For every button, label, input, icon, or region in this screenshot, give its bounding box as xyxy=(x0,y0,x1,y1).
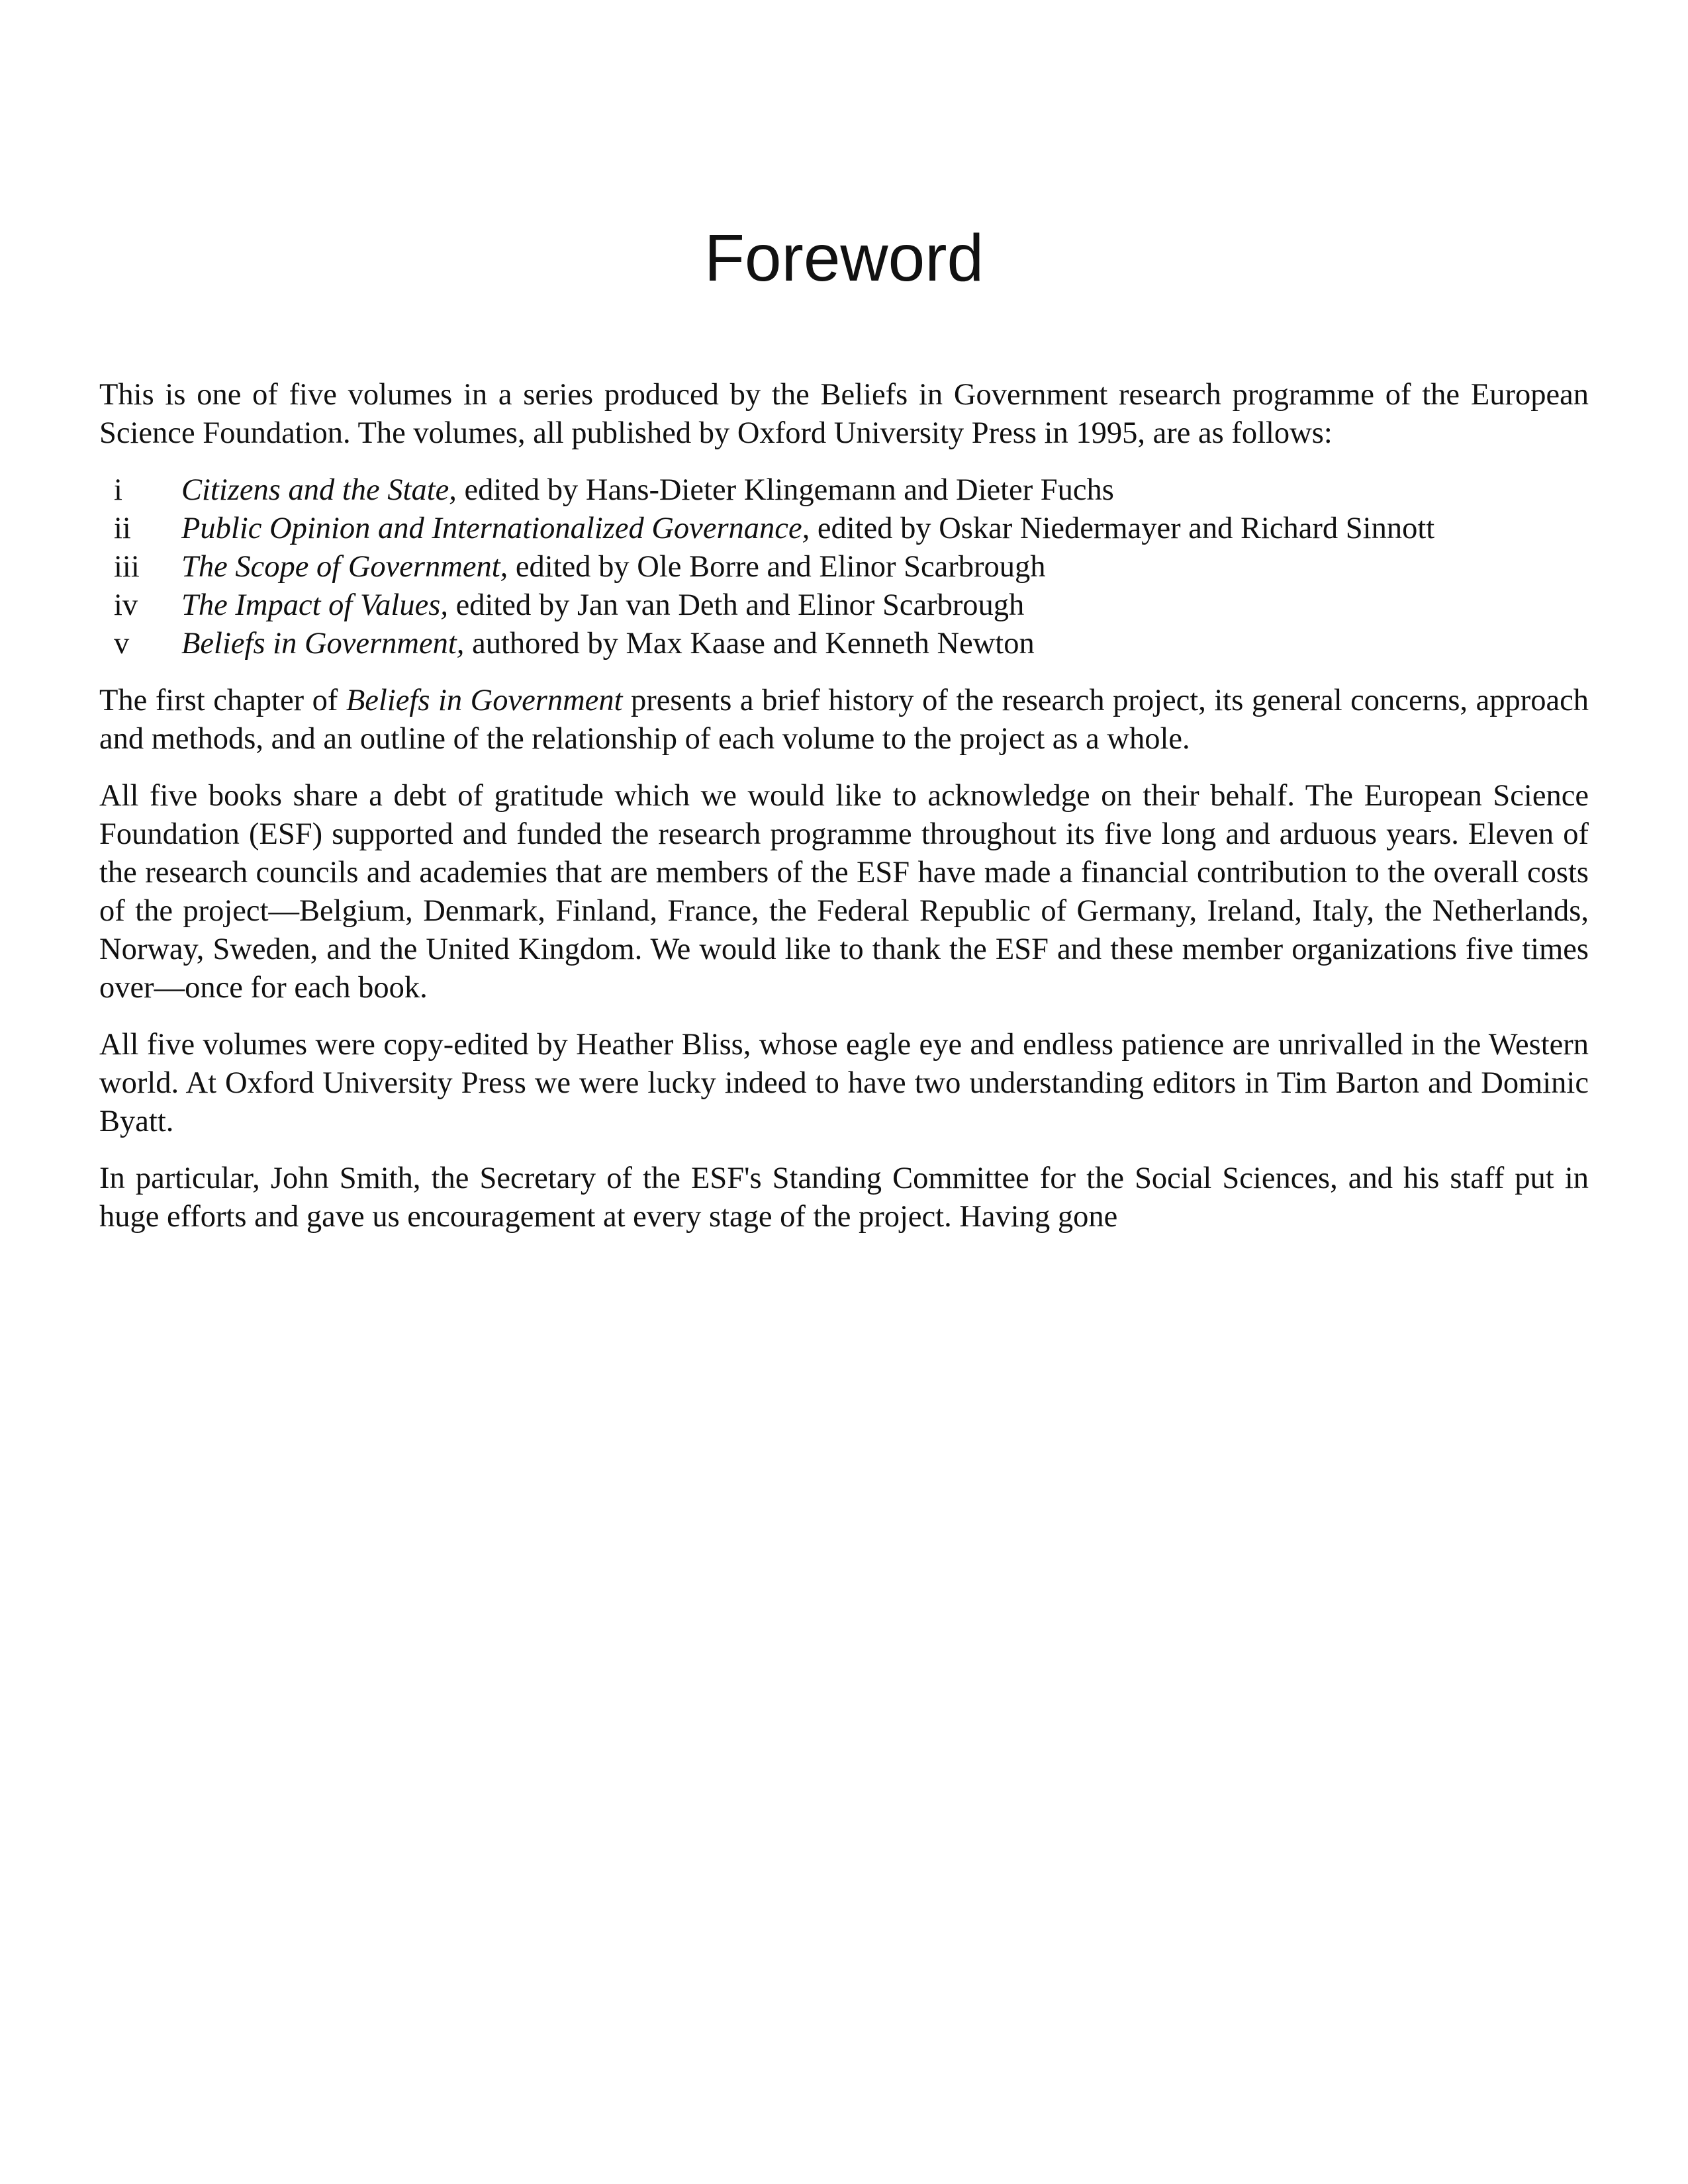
volume-entry xyxy=(181,510,1434,548)
gratitude-paragraph: All five books share a debt of gratitude which we would like to acknowledge on their behalf. The European Science Foundation (ESF) supported and funded the research programme throughout its five long and arduous years. Eleven of the research councils and academies that are members of the ESF have made a financial contribution to the overall costs of the project—Belgium, Denmark, Finland, France, the Federal Republic of Germany, Ireland, Italy, the Netherlands, Norway, Sweden, and the United Kingdom. We would like to thank the ESF and these member organizations five times over—once for each book. xyxy=(99,779,1589,1005)
volume-credit: authored by Max Kaase and Kenneth Newton xyxy=(464,627,1035,660)
volume-number: ii xyxy=(114,512,131,545)
volume-number: iv xyxy=(114,588,138,622)
volume-title: The Scope of Government, xyxy=(181,550,508,584)
volume-number: i xyxy=(114,473,122,507)
volume-credit: edited by Oskar Niedermayer and Richard Sinnott xyxy=(810,512,1435,545)
volume-item xyxy=(99,510,1589,548)
volume-item xyxy=(99,625,1589,663)
intro-paragraph: This is one of five volumes in a series produced by the Beliefs in Government research programme of the European Science Foundation. The volumes, all published by Oxford University Press in 1995, are as follows: xyxy=(99,378,1589,450)
editing-paragraph: All five volumes were copy-edited by Heather Bliss, whose eagle eye and endless patience are unrivalled in the Western world. At Oxford University Press we were lucky indeed to have two understanding editors in Tim Barton and Dominic Byatt. xyxy=(99,1028,1589,1138)
volume-number: iii xyxy=(114,550,140,584)
volume-number: v xyxy=(114,627,130,660)
book-title-italic: Beliefs in Government xyxy=(346,684,623,717)
page-title: Foreword xyxy=(704,221,984,295)
volume-item xyxy=(99,548,1589,586)
first-chapter-text-after: presents a brief history of the research project, its general concerns, approach and methods, and an outline of the relationship of each volume to the project as a whole. xyxy=(99,684,1589,756)
volume-entry xyxy=(181,548,1046,586)
volume-title: The Impact of Values, xyxy=(181,588,448,622)
volume-title: Public Opinion and Internationalized Governance, xyxy=(181,512,810,545)
particular-paragraph: In particular, John Smith, the Secretary of the ESF's Standing Committee for the Social Sciences, and his staff put in huge efforts and gave us encouragement at every stage of the project. Having gone xyxy=(99,1161,1589,1234)
volume-title: Citizens and the State, xyxy=(181,473,457,507)
first-chapter-paragraph xyxy=(99,682,1589,758)
volume-credit: edited by Jan van Deth and Elinor Scarbrough xyxy=(447,588,1025,622)
volume-entry xyxy=(181,625,1035,663)
volume-entry xyxy=(181,586,1024,625)
first-chapter-text-before: The first chapter of xyxy=(99,684,346,717)
volume-item xyxy=(99,471,1589,510)
volume-item xyxy=(99,586,1589,625)
volume-list xyxy=(99,471,1589,663)
volume-credit: edited by Ole Borre and Elinor Scarbrough xyxy=(508,550,1046,584)
volume-entry xyxy=(181,471,1114,510)
volume-title: Beliefs in Government, xyxy=(181,627,465,660)
volume-credit: edited by Hans-Dieter Klingemann and Dieter Fuchs xyxy=(456,473,1114,507)
foreword-body xyxy=(99,376,1589,1255)
